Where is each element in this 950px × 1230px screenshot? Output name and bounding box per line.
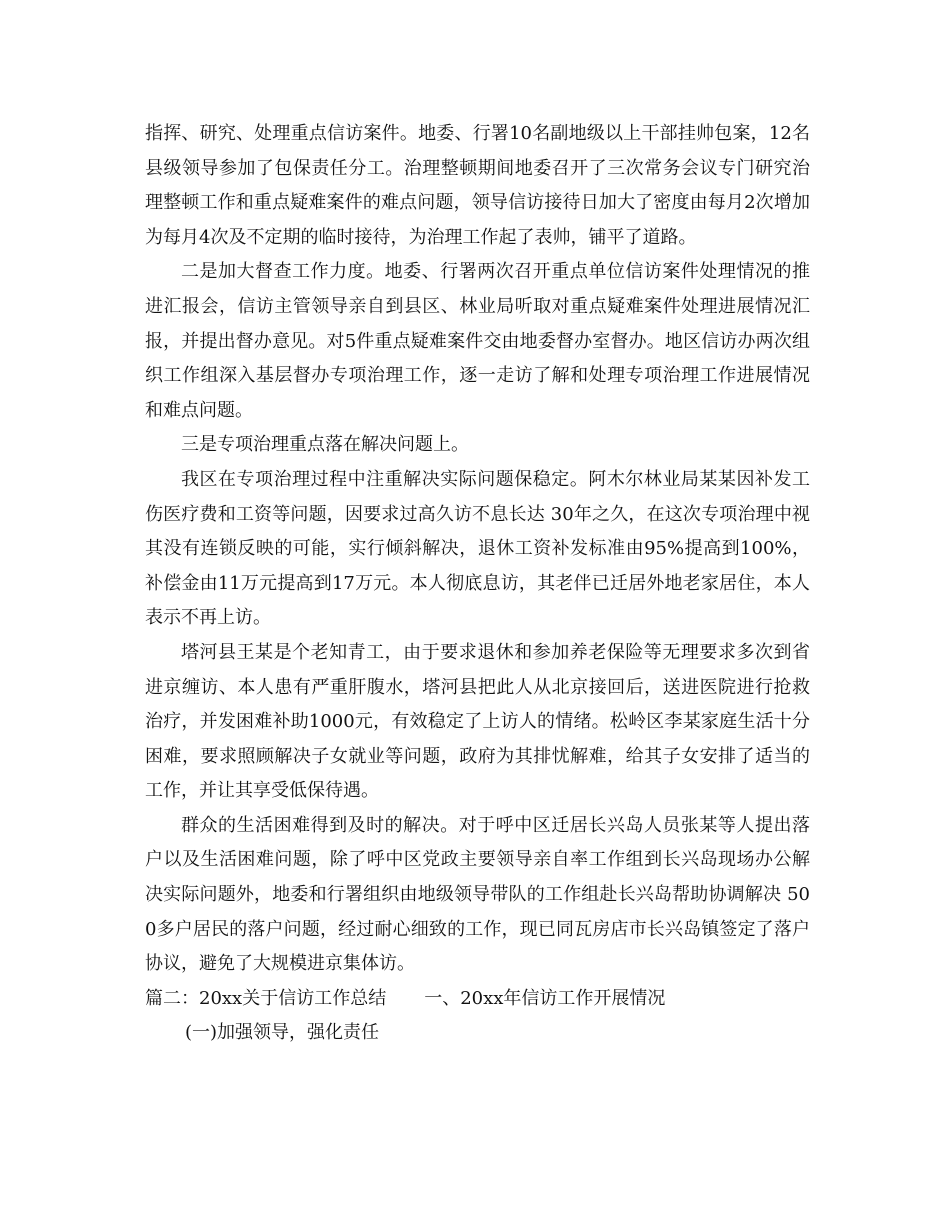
paragraph-2: 二是加大督查工作力度。地委、行署两次召开重点单位信访案件处理情况的推进汇报会，信访主管领导亲自到县区、林业局听取对重点疑难案件处理进展情况汇报，并提出督办意见。对5件重点疑难案件交由地委督办室督办。地区信访办两次组织工作组深入基层督办专项治理工作，逐一走访了解和处理专项治理工作进展情况和难点问题。 bbox=[145, 261, 810, 421]
paragraph-1: 指挥、研究、处理重点信访案件。地委、行署10名副地级以上干部挂帅包案，12名县级领导参加了包保责任分工。治理整顿期间地委召开了三次常务会议专门研究治理整顿工作和重点疑难案件的难点问题，领导信访接待日加大了密度由每月2次增加为每月4次及不定期的临时接待，为治理工作起了表帅，铺平了道路。 bbox=[145, 123, 810, 248]
paragraph-6: 群众的生活困难得到及时的解决。对于呼中区迁居长兴岛人员张某等人提出落户以及生活困难问题，除了呼中区党政主要领导亲自率工作组到长兴岛现场办公解决实际问题外，地委和行署组织由地级领导带队的工作组赴长兴岛帮助协调解决 500多户居民的落户问题，经过耐心细致的工作，现已同瓦房店市长兴岛镇签定了落户协议，避免了大规模进京集体访。 bbox=[145, 814, 810, 975]
paragraph-4: 我区在专项治理过程中注重解决实际问题保稳定。阿木尔林业局某某因补发工伤医疗费和工资等问题，因要求过高久访不息长达 30年之久，在这次专项治理中视其没有连锁反映的可能，实行倾斜解决，退休工资补发标准由95%提高到100%，补偿金由11万元提高到17万元。本人彻底息访，其老伴已迁居外地老家居住，本人表示不再上访。 bbox=[145, 468, 810, 629]
paragraph-5: 塔河县王某是个老知青工，由于要求退休和参加养老保险等无理要求多次到省进京缠访、本人患有严重肝腹水，塔河县把此人从北京接回后，送进医院进行抢救治疗，并发困难补助1000元，有效稳定了上访人的情绪。松岭区李某家庭生活十分困难，要求照顾解决子女就业等问题，政府为其排忧解难，给其子女安排了适当的工作，并让其享受低保待遇。 bbox=[145, 641, 810, 802]
section-heading: 一、20xx年信访工作开展情况 bbox=[424, 987, 666, 1009]
paragraph-3: 三是专项治理重点落在解决问题上。 bbox=[181, 434, 469, 456]
document-body bbox=[145, 117, 810, 1051]
sub-heading: (一)加强领导，强化责任 bbox=[185, 1022, 380, 1044]
section-title: 篇二：20xx关于信访工作总结 bbox=[145, 987, 387, 1009]
section-heading-line bbox=[145, 982, 810, 1017]
